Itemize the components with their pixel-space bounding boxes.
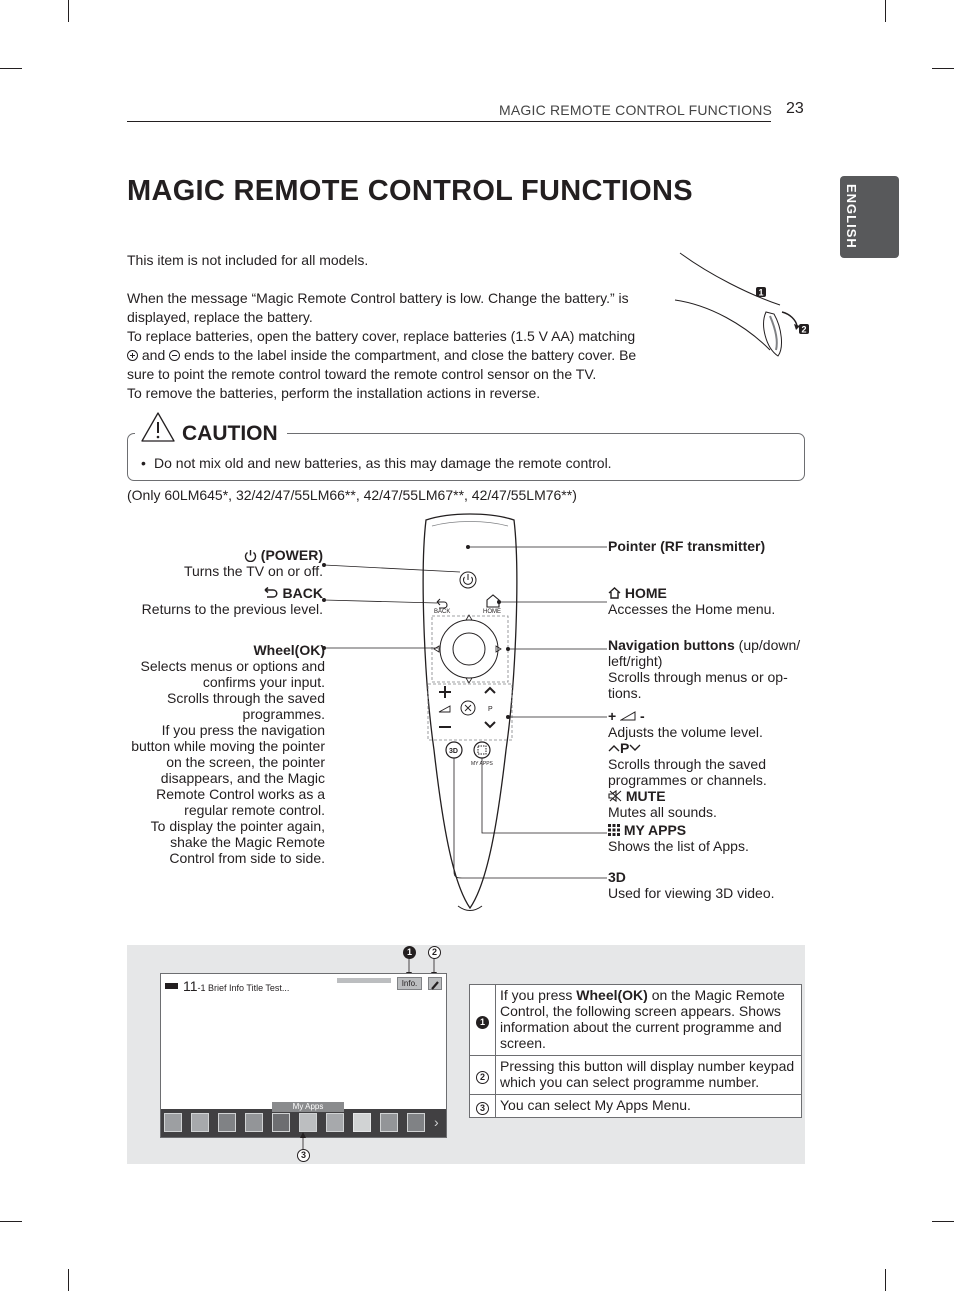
back-label <box>120 585 323 617</box>
progress-bar <box>337 978 391 983</box>
app-icon[interactable] <box>272 1113 290 1132</box>
caution-title: CAUTION <box>182 422 278 445</box>
app-icon[interactable] <box>218 1113 236 1132</box>
wheel-desc-line: Control from side to side. <box>169 850 325 866</box>
three-d-desc: Used for viewing 3D video. <box>608 885 775 901</box>
row-number: 2 <box>476 1071 489 1084</box>
crop-mark <box>885 1269 886 1291</box>
volume-title-line <box>608 708 808 724</box>
minus-terminal-icon <box>169 350 180 361</box>
app-icon[interactable] <box>164 1113 182 1132</box>
wheel-desc-line: If you press the navigation <box>161 722 325 738</box>
volume-minus: - <box>639 708 645 724</box>
callout-2: 2 <box>428 946 441 959</box>
apps-title: MY APPS <box>623 822 687 838</box>
mute-desc: Mutes all sounds. <box>608 804 717 820</box>
nav-suffix-line: left/right) <box>608 653 663 669</box>
plus-terminal-icon <box>127 350 138 361</box>
mute-title-line <box>608 788 808 804</box>
row-number: 3 <box>476 1102 489 1115</box>
svg-text:1: 1 <box>758 287 764 298</box>
app-icon[interactable] <box>353 1113 371 1132</box>
text-fragment-bold: Wheel(OK) <box>576 987 648 1003</box>
language-tab <box>840 176 899 258</box>
wheel-title: Wheel(OK) <box>253 642 325 658</box>
programme-desc-line: Scrolls through the saved <box>608 756 766 772</box>
wheel-desc-line: Selects menus or options and <box>140 658 325 674</box>
row-number-cell <box>470 1056 496 1095</box>
running-header: MAGIC REMOTE CONTROL FUNCTIONS <box>499 102 773 118</box>
channel-indicator <box>165 983 178 989</box>
crop-mark <box>0 68 22 69</box>
svg-text:3D: 3D <box>449 748 458 755</box>
channel-title: -1 Brief Info Title Test... <box>197 983 290 993</box>
page-number: 23 <box>786 100 804 117</box>
programme-desc-line: programmes or channels. <box>608 772 767 788</box>
power-desc: Turns the TV on or off. <box>183 563 323 579</box>
wheel-desc-line: shake the Magic Remote <box>170 834 325 850</box>
wheel-desc-line: regular remote control. <box>184 802 325 818</box>
apps-title-line <box>608 822 749 838</box>
app-icon[interactable] <box>191 1113 209 1132</box>
home-icon <box>608 587 621 599</box>
crop-mark <box>932 1221 954 1222</box>
nav-title: Navigation buttons <box>608 637 735 653</box>
number-keypad-button[interactable] <box>428 977 442 990</box>
info-button[interactable]: Info. <box>397 977 422 990</box>
pointer-label <box>608 538 765 554</box>
row-description <box>496 985 802 1056</box>
volume-label <box>608 708 808 820</box>
caution-text: Do not mix old and new batteries, as this may damage the remote control. <box>154 455 612 471</box>
remote-icon <box>429 980 441 991</box>
text-fragment: on the Magic Remote Control, the following screen appears. Shows information about the current programme and screen. <box>500 987 785 1051</box>
crop-mark <box>68 0 69 22</box>
power-icon <box>244 549 257 562</box>
programme-title: P <box>620 740 630 756</box>
home-title: HOME <box>624 585 667 601</box>
volume-plus: + <box>608 708 617 724</box>
chevron-down-icon <box>629 744 641 752</box>
warning-icon <box>140 411 176 443</box>
wheel-desc-line: To display the pointer again, <box>150 818 325 834</box>
crop-mark <box>932 68 954 69</box>
battery-cover-illustration <box>670 250 815 365</box>
app-icon[interactable] <box>326 1113 344 1132</box>
crop-mark <box>885 0 886 22</box>
three-d-title: 3D <box>608 869 626 885</box>
table-row <box>470 1095 802 1118</box>
volume-icon <box>620 711 636 721</box>
my-apps-label <box>608 822 749 854</box>
callout-arrow-3 <box>297 1131 309 1151</box>
app-icon[interactable] <box>245 1113 263 1132</box>
apps-grid-icon <box>608 824 620 836</box>
row-number-cell <box>470 985 496 1056</box>
app-icon[interactable] <box>380 1113 398 1132</box>
wheel-desc-line: Scrolls through the saved <box>167 690 325 706</box>
svg-text:2: 2 <box>801 324 807 335</box>
header-divider <box>127 121 771 122</box>
back-title: BACK <box>282 585 323 601</box>
back-icon <box>263 587 279 599</box>
wheel-desc-line: disappears, and the Magic <box>160 770 325 786</box>
home-button-label: HOME <box>483 609 501 615</box>
power-title-line <box>140 547 323 563</box>
text-line: When the message “Magic Remote Control battery is low. Change the battery.” is <box>127 290 629 306</box>
back-desc: Returns to the previous level. <box>141 601 323 617</box>
mute-icon <box>608 790 622 802</box>
chevron-up-icon <box>608 744 620 752</box>
back-button-label: BACK <box>434 609 451 615</box>
table-row <box>470 1056 802 1095</box>
row-number-cell <box>470 1095 496 1118</box>
my-apps-bar-label: My Apps <box>272 1102 344 1112</box>
nav-title-line <box>608 637 808 653</box>
page-title: MAGIC REMOTE CONTROL FUNCTIONS <box>127 175 693 207</box>
not-included-note: This item is not included for all models. <box>127 252 369 268</box>
power-label <box>140 547 323 579</box>
text-fragment: ends to the label inside the compartment, and close the battery cover. Be <box>180 347 637 363</box>
row-number: 1 <box>476 1016 489 1029</box>
my-apps-button-label: MY APPS <box>471 761 493 767</box>
bullet: • <box>141 455 146 471</box>
crop-mark <box>68 1269 69 1291</box>
nav-desc-line: Scrolls through menus or op- <box>608 669 788 685</box>
crop-mark <box>0 1221 22 1222</box>
wheel-desc-line: programmes. <box>242 706 325 722</box>
models-note: (Only 60LM645*, 32/42/47/55LM66**, 42/47/55LM67**, 42/47/55LM76**) <box>127 487 577 503</box>
text-line: sure to point the remote control toward the remote control sensor on the TV. <box>127 366 597 382</box>
callout-1: 1 <box>403 946 416 959</box>
power-title: (POWER) <box>260 547 323 563</box>
text-line: To replace batteries, open the battery cover, replace batteries (1.5 V AA) matching <box>127 328 636 344</box>
text-fragment: and <box>138 347 170 363</box>
text-line <box>127 346 657 365</box>
mute-title: MUTE <box>625 788 666 804</box>
text-line: displayed, replace the battery. <box>127 309 313 325</box>
channel-info <box>183 978 289 994</box>
home-desc: Accesses the Home menu. <box>608 601 776 617</box>
nav-desc-line: tions. <box>608 685 642 701</box>
text-line: To remove the batteries, perform the installation actions in reverse. <box>127 385 541 401</box>
home-label <box>608 585 775 617</box>
app-icon[interactable] <box>407 1113 425 1132</box>
chevron-right-icon[interactable]: › <box>434 1114 439 1130</box>
nav-suffix: (up/down/ <box>734 637 801 653</box>
volume-desc: Adjusts the volume level. <box>608 724 763 740</box>
callout-description-table <box>469 984 802 1118</box>
row-description: You can select My Apps Menu. <box>496 1095 802 1118</box>
apps-desc: Shows the list of Apps. <box>608 838 749 854</box>
magic-remote-illustration <box>320 510 620 915</box>
language-tab-label: ENGLISH <box>844 184 859 249</box>
wheel-desc-line: confirms your input. <box>202 674 325 690</box>
battery-instructions <box>127 289 657 403</box>
back-title-line <box>120 585 323 601</box>
text-fragment: If you press <box>500 987 577 1003</box>
wheel-desc-line: button while moving the pointer <box>131 738 325 754</box>
table-row <box>470 985 802 1056</box>
p-button-label: P <box>488 706 493 713</box>
callout-3: 3 <box>297 1149 310 1162</box>
wheel-desc-line: Remote Control works as a <box>156 786 325 802</box>
wheel-label <box>120 642 325 866</box>
programme-title-line <box>608 740 808 756</box>
three-d-label <box>608 869 775 901</box>
navigation-label <box>608 637 808 701</box>
channel-number: 11 <box>183 978 198 994</box>
home-title-line <box>608 585 775 601</box>
row-description: Pressing this button will display number keypad which you can select programme number. <box>496 1056 802 1095</box>
wheel-desc-line: on the screen, the pointer <box>166 754 325 770</box>
pointer-title: Pointer (RF transmitter) <box>608 538 766 554</box>
app-icon[interactable] <box>299 1113 317 1132</box>
